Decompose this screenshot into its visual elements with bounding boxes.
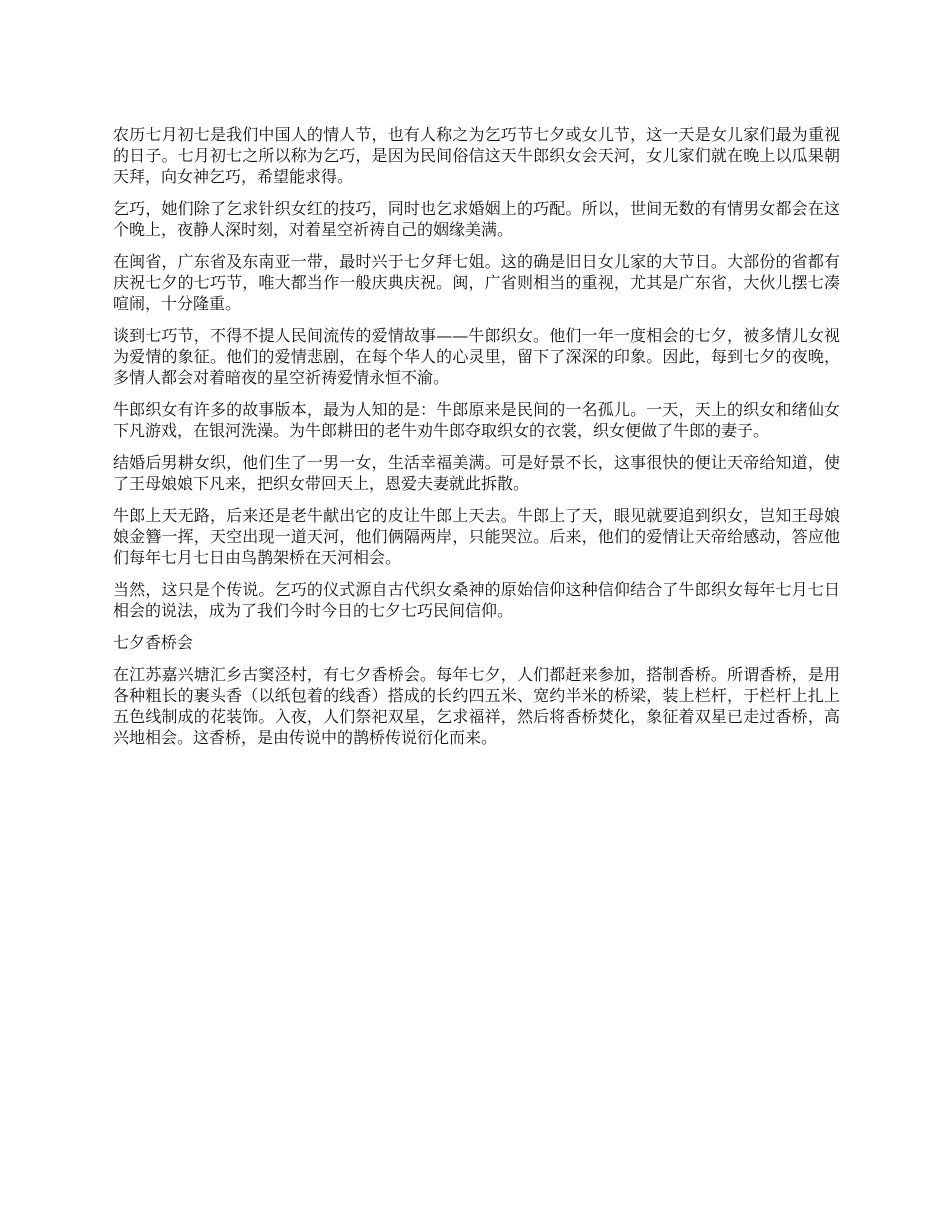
paragraph-2: 乞巧，她们除了乞求针织女红的技巧，同时也乞求婚姻上的巧配。所以，世间无数的有情男女都会在这个晚上，夜静人深时刻，对着星空祈祷自己的姻缘美满。 bbox=[113, 199, 840, 239]
paragraph-4: 谈到七巧节，不得不提人民间流传的爱情故事——牛郎织女。他们一年一度相会的七夕，被多情儿女视为爱情的象征。他们的爱情悲剧，在每个华人的心灵里，留下了深深的印象。因此，每到七夕的夜晚，多情人都会对着暗夜的星空祈祷爱情永恒不渝。 bbox=[113, 326, 840, 387]
paragraph-1: 农历七月初七是我们中国人的情人节，也有人称之为乞巧节七夕或女儿节，这一天是女儿家们最为重视的日子。七月初七之所以称为乞巧，是因为民间俗信这天牛郎织女会天河，女儿家们就在晚上以瓜果朝天拜，向女神乞巧，希望能求得。 bbox=[113, 125, 840, 186]
section-heading: 七夕香桥会 bbox=[113, 633, 194, 652]
paragraph-5: 牛郎织女有许多的故事版本，最为人知的是：牛郎原来是民间的一名孤儿。一天，天上的织女和绪仙女下凡游戏，在银河洗澡。为牛郎耕田的老牛劝牛郎夺取织女的衣裳，织女便做了牛郎的妻子。 bbox=[113, 400, 840, 440]
paragraph-8: 当然，这只是个传说。乞巧的仪式源自古代织女桑神的原始信仰这种信仰结合了牛郎织女每年七月七日相会的说法，成为了我们今时今日的七夕七巧民间信仰。 bbox=[113, 580, 840, 620]
paragraph-3: 在闽省，广东省及东南亚一带，最时兴于七夕拜七姐。这的确是旧日女儿家的大节日。大部份的省都有庆祝七夕的七巧节，唯大都当作一般庆典庆祝。闽，广省则相当的重视，尤其是广东省，大伙儿摆七凑喧闹，十分隆重。 bbox=[113, 252, 840, 313]
document-body bbox=[113, 124, 840, 759]
section-paragraph: 在江苏嘉兴塘汇乡古窦泾村，有七夕香桥会。每年七夕，人们都赶来参加，搭制香桥。所谓香桥，是用各种粗长的裹头香（以纸包着的线香）搭成的长约四五米、宽约半米的桥梁，装上栏杆，于栏杆上扎上五色线制成的花装饰。入夜，人们祭祀双星，乞求福祥，然后将香桥焚化，象征着双星已走过香桥，高兴地相会。这香桥，是由传说中的鹊桥传说衍化而来。 bbox=[113, 665, 840, 747]
paragraph-6: 结婚后男耕女织，他们生了一男一女，生活幸福美满。可是好景不长，这事很快的便让天帝给知道，使了王母娘娘下凡来，把织女带回天上，恩爱夫妻就此拆散。 bbox=[113, 453, 840, 493]
paragraph-7: 牛郎上天无路，后来还是老牛献出它的皮让牛郎上天去。牛郎上了天，眼见就要追到织女，岂知王母娘娘金簪一挥，天空出现一道天河，他们俩隔两岸，只能哭泣。后来，他们的爱情让天帝给感动，答应他们每年七月七日由鸟鹊架桥在天河相会。 bbox=[113, 506, 840, 567]
